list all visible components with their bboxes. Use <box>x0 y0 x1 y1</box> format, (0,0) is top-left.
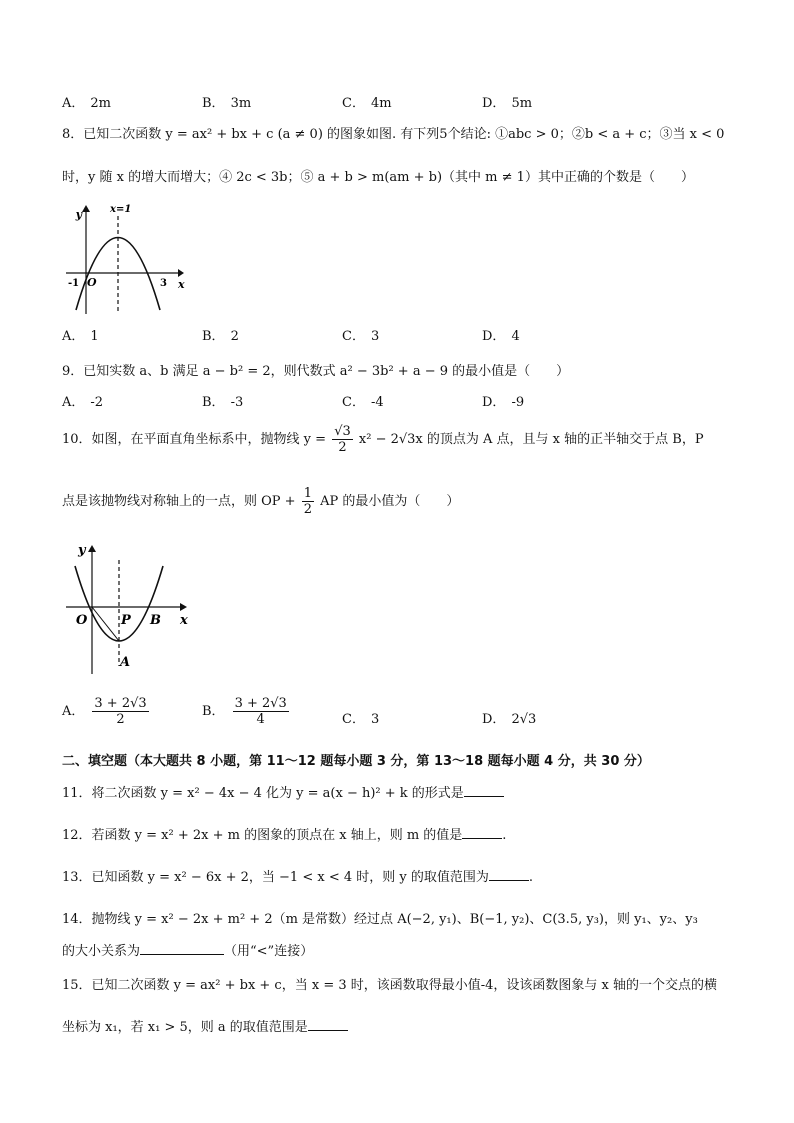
q9-options <box>62 391 702 411</box>
q15-stem-line2: 坐标为 x₁，若 x₁ > 5，则 a 的取值范围是 <box>62 1016 348 1035</box>
q8-parabola-graph <box>60 200 185 318</box>
q8-graph-tick-neg1: -1 <box>68 278 80 289</box>
q8-option-c[interactable]: C． 3 <box>342 329 380 344</box>
q10-graph-o-label: O <box>76 613 88 628</box>
q8-option-a[interactable]: A． 1 <box>62 329 99 344</box>
q7-option-d[interactable]: D． 5m <box>482 96 533 111</box>
q13-stem: 13．已知函数 y = x² − 6x + 2，当 −1 < x < 4 时，则 y 的取值范围为 . <box>62 870 534 885</box>
q8-graph-x-label: x <box>178 278 185 291</box>
q10-graph-p-label: P <box>121 613 131 628</box>
q8-graph-axis-line-label: x=1 <box>110 204 132 215</box>
q7-option-b[interactable]: B． 3m <box>202 96 252 111</box>
q8-option-d[interactable]: D． 4 <box>482 329 520 344</box>
q10-option-c[interactable]: C． 3 <box>342 712 380 727</box>
section-fill-in-title: 二、填空题（本大题共 8 小题，第 11～12 题每小题 3 分，第 13～18 题每小题 4 分，共 30 分） <box>62 754 650 769</box>
q10-option-a[interactable]: A． $\frac{3 + 2√3}{2}$ <box>62 696 147 727</box>
q12-stem: 12．若函数 y = x² + 2x + m 的图象的顶点在 x 轴上，则 m 的值是 . <box>62 828 507 843</box>
q10-graph-b-label: B <box>150 613 161 628</box>
q7-option-a[interactable]: A． 2m <box>62 96 111 111</box>
q10-graph-x-label: x <box>180 613 188 628</box>
q8-graph-y-label: y <box>75 208 82 221</box>
q8-stem-line1: 8．已知二次函数 y = ax² + bx + c (a ≠ 0) 的图象如图. 有下列5个结论: ①abc > 0；②b < a + c；③当 x < 0 <box>62 127 725 142</box>
q10-half-fraction: $\frac{1}{2}$ <box>303 486 312 517</box>
q9-option-b[interactable]: B． -3 <box>202 395 244 410</box>
q7-option-c[interactable]: C． 4m <box>342 96 392 111</box>
q10-option-d[interactable]: D． 2√3 <box>482 712 537 727</box>
q8-options <box>62 325 702 345</box>
q14-answer-blank[interactable] <box>140 942 224 955</box>
q8-graph-tick-3: 3 <box>160 278 167 289</box>
q14-stem-line2: 的大小关系为 （用“<”连接） <box>62 944 314 959</box>
q15-answer-blank[interactable] <box>308 1018 348 1031</box>
q15-stem-line1: 15．已知二次函数 y = ax² + bx + c，当 x = 3 时，该函数取得最小值-4，设该函数图象与 x 轴的一个交点的横 <box>62 978 718 993</box>
q10-stem-line2: 点是该抛物线对称轴上的一点，则 OP + $\frac{1}{2}$ AP 的最小值为（ ） <box>62 486 460 517</box>
q10-parabola-graph <box>62 538 192 678</box>
q13-answer-blank[interactable] <box>489 868 529 881</box>
q14-stem-line1: 14．抛物线 y = x² − 2x + m² + 2（m 是常数）经过点 A(−2, y₁)、B(−1, y₂)、C(3.5, y₃)，则 y₁、y₂、y₃ <box>62 912 698 927</box>
q10-graph-a-label: A <box>120 655 131 670</box>
q8-option-b[interactable]: B． 2 <box>202 329 239 344</box>
q11-answer-blank[interactable] <box>464 784 504 797</box>
q10-coef-fraction: $\frac{√3}{2}$ <box>334 424 351 455</box>
q9-option-d[interactable]: D． -9 <box>482 395 525 410</box>
q10-stem-line1: 10．如图，在平面直角坐标系中，抛物线 y = $\frac{√3}{2}$ x² − 2√3x 的顶点为 A 点，且与 x 轴的正半轴交于点 B，P <box>62 424 704 455</box>
q11-stem: 11．将二次函数 y = x² − 4x − 4 化为 y = a(x − h)² + k 的形式是 <box>62 782 504 801</box>
q9-option-a[interactable]: A． -2 <box>62 395 104 410</box>
q9-option-c[interactable]: C． -4 <box>342 395 384 410</box>
q12-answer-blank[interactable] <box>462 826 502 839</box>
q10-graph-y-label: y <box>78 543 86 558</box>
q10-option-b[interactable]: B． $\frac{3 + 2√3}{4}$ <box>202 696 287 727</box>
q8-graph-origin-label: O <box>87 276 97 289</box>
q9-stem: 9．已知实数 a、b 满足 a − b² = 2，则代数式 a² − 3b² + a − 9 的最小值是（ ） <box>62 364 570 379</box>
q8-stem-line2: 时，y 随 x 的增大而增大；④ 2c < 3b；⑤ a + b > m(am + b)（其中 m ≠ 1）其中正确的个数是（ ） <box>62 170 694 185</box>
q10-options <box>62 694 702 738</box>
q7-options <box>62 92 702 112</box>
